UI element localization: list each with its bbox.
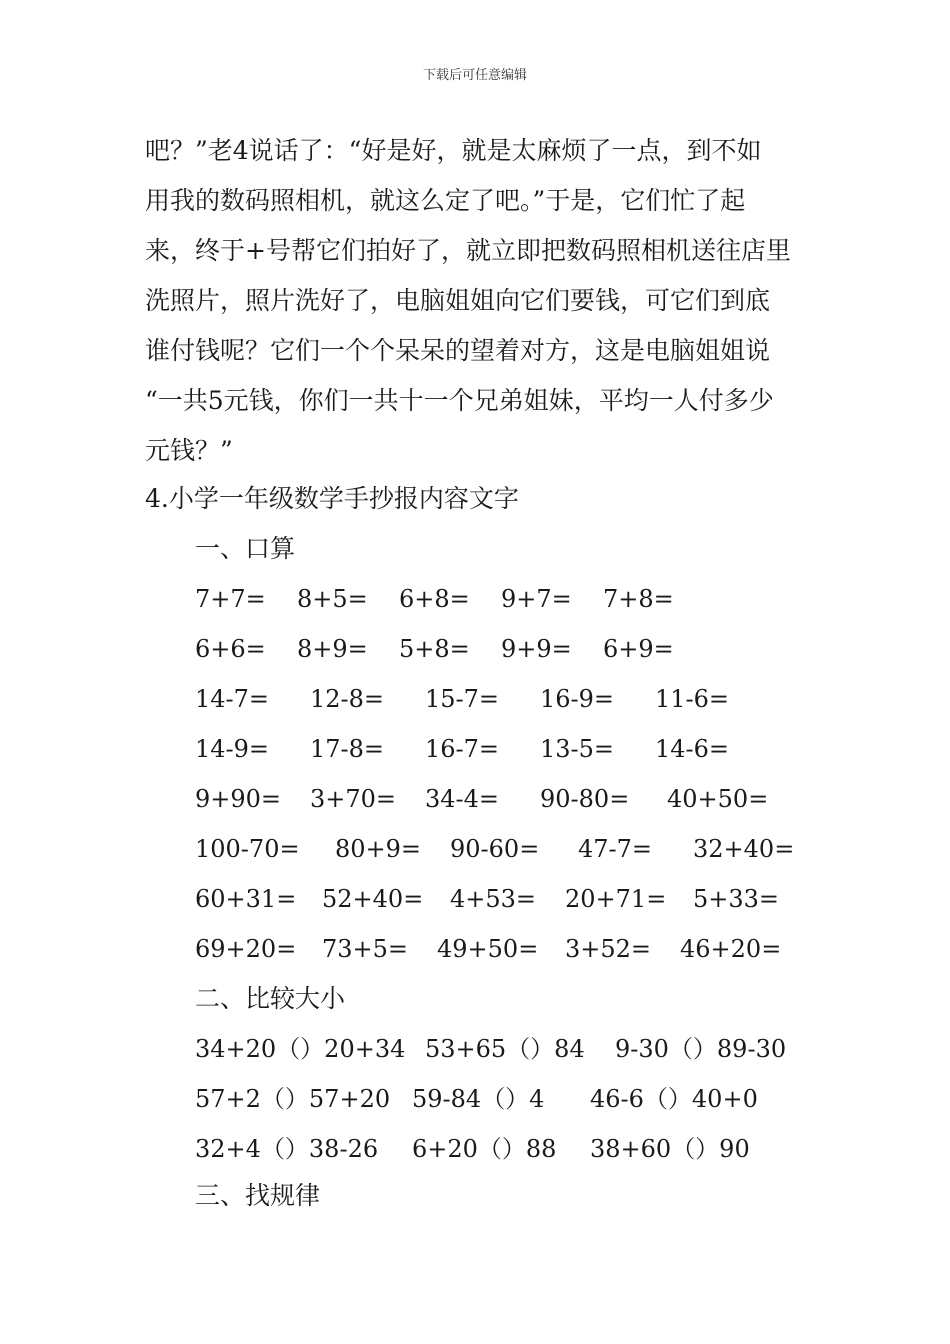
arithmetic-item: 12-8= bbox=[310, 685, 385, 713]
arithmetic-item: 16-7= bbox=[425, 735, 500, 763]
page-header: 下载后可任意编辑 bbox=[422, 68, 527, 83]
arithmetic-item: 60+31= bbox=[195, 885, 297, 913]
comparison-item: 53+65（）84 bbox=[425, 1035, 585, 1063]
comparison-item: 38+60（）90 bbox=[590, 1135, 750, 1163]
story-line: 用我的数码照相机，就这么定了吧。”于是，它们忙了起 bbox=[145, 186, 746, 215]
arithmetic-item: 5+33= bbox=[693, 885, 780, 913]
comparison-item: 57+2（）57+20 bbox=[195, 1085, 391, 1113]
arithmetic-item: 14-7= bbox=[195, 685, 270, 713]
arithmetic-item: 20+71= bbox=[565, 885, 667, 913]
arithmetic-item: 17-8= bbox=[310, 735, 385, 763]
arithmetic-item: 15-7= bbox=[425, 685, 500, 713]
story-line: 来，终于+号帮它们拍好了，就立即把数码照相机送往店里 bbox=[145, 236, 791, 265]
arithmetic-item: 7+8= bbox=[603, 585, 674, 613]
arithmetic-item: 47-7= bbox=[578, 835, 653, 863]
section-4-title: 4.小学一年级数学手抄报内容文字 bbox=[145, 484, 519, 513]
arithmetic-item: 8+9= bbox=[297, 635, 368, 663]
story-line: 谁付钱呢？它们一个个呆呆的望着对方，这是电脑姐姐说 bbox=[145, 336, 771, 365]
arithmetic-item: 49+50= bbox=[437, 935, 539, 963]
arithmetic-item: 14-6= bbox=[655, 735, 730, 763]
arithmetic-item: 40+50= bbox=[667, 785, 769, 813]
comparison-item: 6+20（）88 bbox=[412, 1135, 557, 1163]
arithmetic-item: 14-9= bbox=[195, 735, 270, 763]
arithmetic-item: 13-5= bbox=[540, 735, 615, 763]
arithmetic-item: 6+9= bbox=[603, 635, 674, 663]
arithmetic-item: 100-70= bbox=[195, 835, 300, 863]
arithmetic-item: 16-9= bbox=[540, 685, 615, 713]
arithmetic-item: 90-60= bbox=[450, 835, 540, 863]
story-line: 元钱？” bbox=[145, 436, 233, 465]
story-line: 吧？”老4说话了：“好是好，就是太麻烦了一点，到不如 bbox=[145, 136, 762, 165]
arithmetic-item: 90-80= bbox=[540, 785, 630, 813]
comparison-item: 9-30（）89-30 bbox=[615, 1035, 787, 1063]
comparison-item: 34+20（）20+34 bbox=[195, 1035, 406, 1063]
arithmetic-item: 5+8= bbox=[399, 635, 470, 663]
arithmetic-item: 73+5= bbox=[322, 935, 409, 963]
arithmetic-item: 3+70= bbox=[310, 785, 397, 813]
arithmetic-item: 69+20= bbox=[195, 935, 297, 963]
arithmetic-item: 8+5= bbox=[297, 585, 368, 613]
part-3-title: 三、找规律 bbox=[195, 1181, 321, 1210]
story-line: 洗照片，照片洗好了，电脑姐姐向它们要钱，可它们到底 bbox=[145, 286, 771, 315]
arithmetic-item: 6+8= bbox=[399, 585, 470, 613]
arithmetic-item: 7+7= bbox=[195, 585, 266, 613]
comparison-item: 46-6（）40+0 bbox=[590, 1085, 758, 1113]
arithmetic-item: 3+52= bbox=[565, 935, 652, 963]
comparison-item: 59-84（）4 bbox=[412, 1085, 545, 1113]
story-line: “一共5元钱，你们一共十一个兄弟姐妹，平均一人付多少 bbox=[145, 386, 774, 415]
part-1-title: 一、口算 bbox=[195, 534, 296, 563]
arithmetic-item: 52+40= bbox=[322, 885, 424, 913]
story-paragraph bbox=[145, 136, 810, 486]
arithmetic-item: 11-6= bbox=[655, 685, 730, 713]
arithmetic-item: 9+7= bbox=[501, 585, 572, 613]
arithmetic-item: 34-4= bbox=[425, 785, 500, 813]
part-2-title: 二、比较大小 bbox=[195, 984, 346, 1013]
arithmetic-item: 80+9= bbox=[335, 835, 422, 863]
arithmetic-item: 9+9= bbox=[501, 635, 572, 663]
arithmetic-item: 32+40= bbox=[693, 835, 795, 863]
comparison-item: 32+4（）38-26 bbox=[195, 1135, 379, 1163]
arithmetic-item: 4+53= bbox=[450, 885, 537, 913]
arithmetic-item: 46+20= bbox=[680, 935, 782, 963]
arithmetic-item: 6+6= bbox=[195, 635, 266, 663]
arithmetic-item: 9+90= bbox=[195, 785, 282, 813]
